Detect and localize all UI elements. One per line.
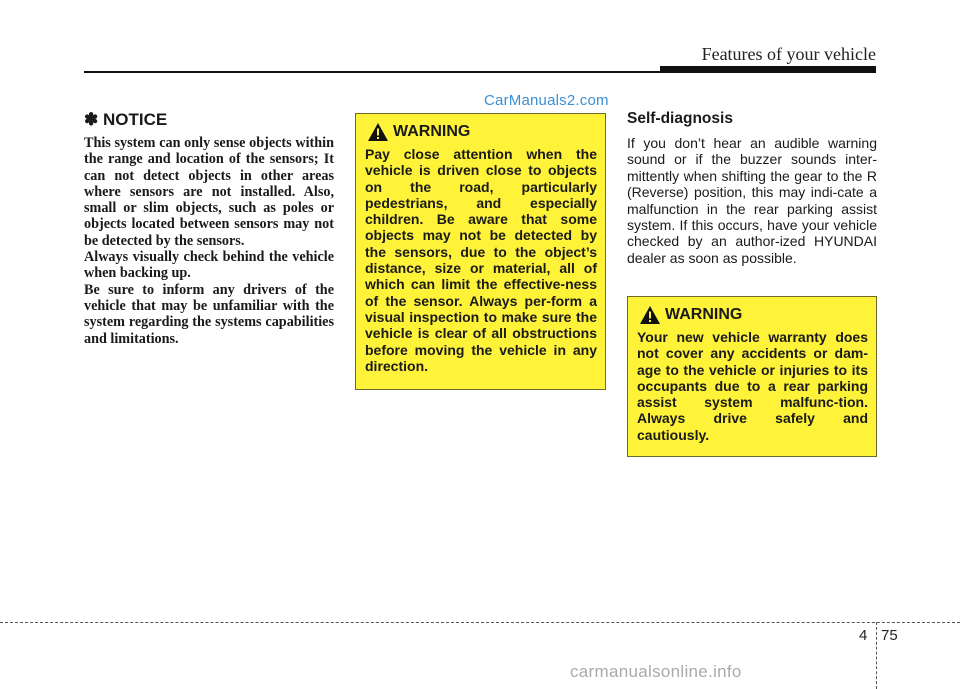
warning-box-objects bbox=[355, 113, 606, 390]
section-title: Features of your vehicle bbox=[701, 44, 876, 64]
page-number: 75 bbox=[881, 627, 898, 644]
footer-divider bbox=[876, 622, 877, 689]
watermark-link[interactable]: CarManuals2.com bbox=[484, 92, 609, 109]
notice-heading: ✽ NOTICE bbox=[84, 110, 168, 129]
warning-text: Your new vehicle warranty does not cover any accidents or dam-age to the vehicle or injuries to its occupants due to a rear parking assist system malfunc-tion. Always drive safely and cautiously. bbox=[637, 329, 868, 443]
notice-body bbox=[84, 135, 334, 347]
header-rule-accent bbox=[660, 66, 876, 73]
notice-paragraph: Be sure to inform any drivers of the vehicle that may be unfamiliar with the system regarding the systems capabilities and limitations. bbox=[84, 281, 334, 347]
notice-paragraph: This system can only sense objects within the range and location of the sensors; It can not detect objects in other areas where sensors are not installed. Also, small or slim objects, such as poles or objects located between sensors may not be detected by the sensors. bbox=[84, 135, 334, 249]
watermark-footer[interactable]: carmanualsonline.info bbox=[570, 662, 742, 681]
warning-triangle-icon bbox=[367, 122, 389, 142]
warning-title: WARNING bbox=[393, 123, 471, 140]
warning-header bbox=[637, 305, 868, 325]
notice-section bbox=[84, 110, 334, 347]
notice-paragraph: Always visually check behind the vehicle when backing up. bbox=[84, 249, 334, 282]
footer-rule bbox=[0, 622, 960, 623]
warning-header bbox=[365, 122, 597, 142]
warning-text: Pay close attention when the vehicle is driven close to objects on the road, particularly pedestrians, and especially children. Be aware that some objects may not be detected by the sensors, due to the object’s distance, size or material, all of which can limit the effective-ness of the sensor. Always per-form a visual inspection to make sure the vehicle is clear of all obstructions before moving the vehicle in any direction. bbox=[365, 146, 597, 374]
header-rule bbox=[84, 71, 664, 73]
warning-triangle-icon bbox=[639, 305, 661, 325]
chapter-number: 4 bbox=[859, 627, 868, 644]
self-diagnosis-text: If you don’t hear an audible warning sound or if the buzzer sounds inter-mittently when shifting the gear to the R (Reverse) position, this may indi-cate a malfunction in the rear parking assist system. If this occurs, have your vehicle checked by an author-ized HYUNDAI dealer as soon as possible. bbox=[627, 135, 877, 266]
warning-box-warranty bbox=[627, 296, 877, 457]
self-diagnosis-heading: Self-diagnosis bbox=[627, 110, 733, 127]
self-diagnosis-section bbox=[627, 110, 877, 266]
warning-title: WARNING bbox=[665, 306, 743, 323]
